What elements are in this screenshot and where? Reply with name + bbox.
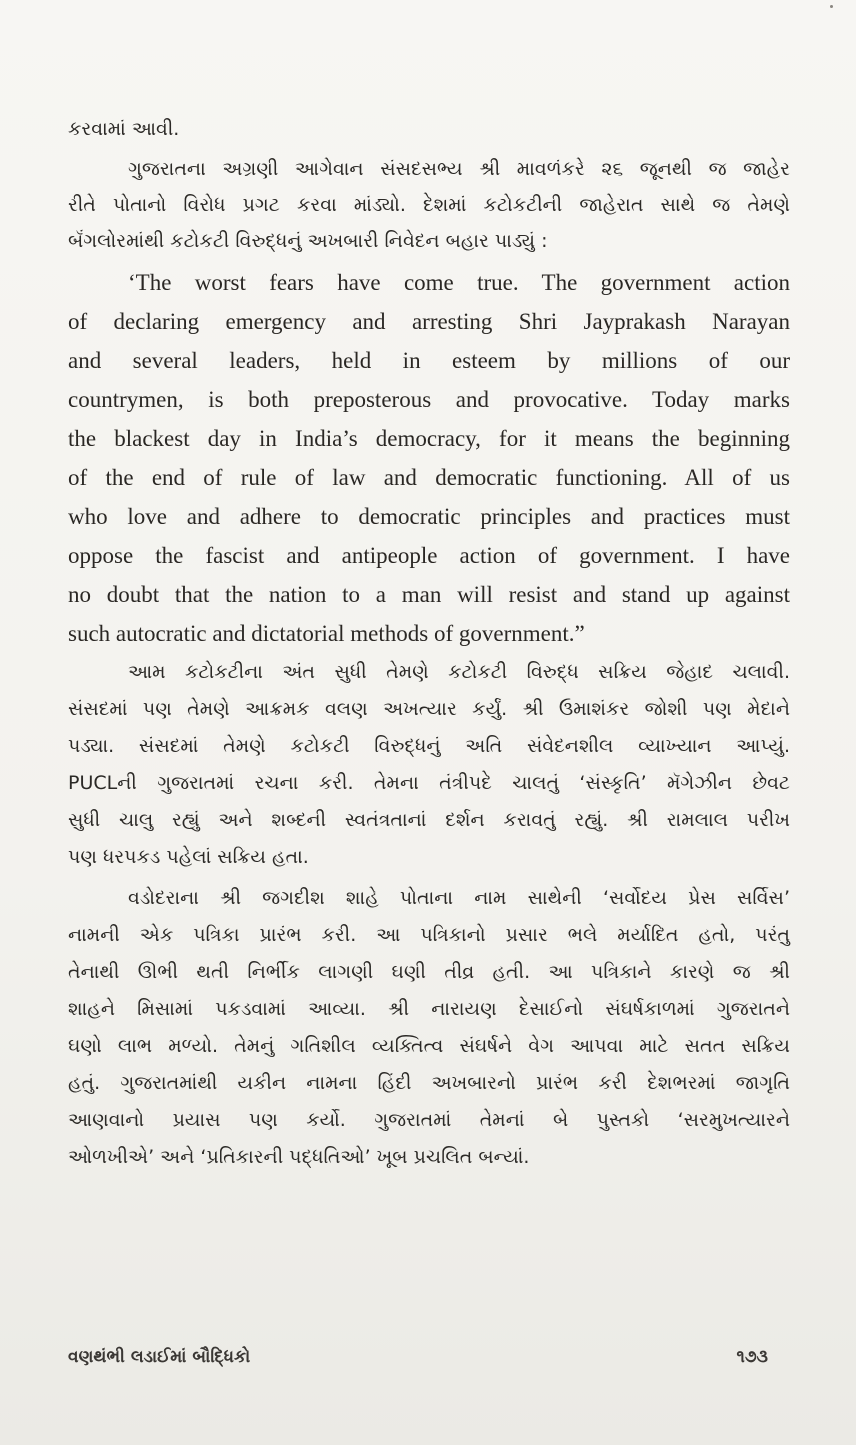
quote-line: no doubt that the nation to a man will resist and stand up against: [68, 582, 790, 607]
text-line: આમ કટોકટીના અંત સુધી તેમણે કટોકટી વિરુદ્ધ સક્રિય જેહાદ ચલાવી.: [128, 661, 790, 683]
text-line: ઘણો લાભ મળ્યો. તેમનું ગતિશીલ વ્યક્તિત્વ સંઘર્ષને વેગ આપવા માટે સતત સક્રિય: [68, 1035, 790, 1057]
quote-line: of the end of rule of law and democratic functioning. All of us: [68, 465, 790, 490]
text-line: ગુજરાતના અગ્રણી આગેવાન સંસદસભ્ય શ્રી માવળંકરે ૨૬ જૂનથી જ જાહેર: [128, 158, 790, 180]
page-speck: [830, 5, 833, 8]
text-line: આણવાનો પ્રયાસ પણ કર્યો. ગુજરાતમાં તેમનાં બે પુસ્તકો ‘સરમુખત્યારને: [68, 1109, 790, 1131]
quote-line: the blackest day in India’s democracy, for it means the beginning: [68, 426, 790, 451]
text-line: ઓળખીએ’ અને ‘પ્રતિકારની પદ્ધતિઓ’ ખૂબ પ્રચલિત બન્યાં.: [68, 1146, 530, 1168]
text-line: નામની એક પત્રિકા પ્રારંભ કરી. આ પત્રિકાનો પ્રસાર ભલે મર્યાદિત હતો, પરંતુ: [68, 924, 790, 946]
page-number: ૧૭૩: [736, 1347, 768, 1367]
quote-line: ‘The worst fears have come true. The government action: [128, 270, 790, 295]
quote-line: who love and adhere to democratic principles and practices must: [68, 504, 790, 529]
text-line: શાહને મિસામાં પકડવામાં આવ્યા. શ્રી નારાયણ દેસાઈનો સંઘર્ષકાળમાં ગુજરાતને: [68, 998, 790, 1020]
quote-line: of declaring emergency and arresting Shri Jayprakash Narayan: [68, 309, 790, 334]
text-line: પડ્યા. સંસદમાં તેમણે કટોકટી વિરુદ્ધનું અતિ સંવેદનશીલ વ્યાખ્યાન આપ્યું.: [68, 735, 790, 757]
quote-line: and several leaders, held in esteem by millions of our: [68, 348, 790, 373]
text-line: કરવામાં આવી.: [68, 118, 180, 140]
quote-line: oppose the fascist and antipeople action of government. I have: [68, 543, 790, 568]
text-line: સંસદમાં પણ તેમણે આક્રમક વલણ અખત્યાર કર્યું. શ્રી ઉમાશંકર જોશી પણ મેદાને: [68, 698, 790, 720]
quote-line: countrymen, is both preposterous and provocative. Today marks: [68, 387, 790, 412]
text-line: હતું. ગુજરાતમાંથી યકીન નામના હિંદી અખબારનો પ્રારંભ કરી દેશભરમાં જાગૃતિ: [68, 1072, 790, 1094]
text-line: રીતે પોતાનો વિરોધ પ્રગટ કરવા માંડ્યો. દેશમાં કટોકટીની જાહેરાત સાથે જ તેમણે: [68, 194, 790, 216]
text-line: PUCLની ગુજરાતમાં રચના કરી. તેમના તંત્રીપદે ચાલતું ‘સંસ્કૃતિ’ મૅગેઝીન છેવટ: [68, 772, 790, 794]
text-line: બૅંગલોરમાંથી કટોકટી વિરુદ્ધનું અખબારી નિવેદન બહાર પાડ્યું :: [68, 230, 548, 252]
text-line: સુધી ચાલુ રહ્યું અને શબ્દની સ્વતંત્રતાનાં દર્શન કરાવતું રહ્યું. શ્રી રામલાલ પરીખ: [68, 809, 790, 831]
quote-line: such autocratic and dictatorial methods of government.”: [68, 621, 585, 646]
text-line: પણ ધરપકડ પહેલાં સક્રિય હતા.: [68, 846, 309, 868]
text-line: તેનાથી ઊભી થતી નિર્ભીક લાગણી ઘણી તીવ્ર હતી. આ પત્રિકાને કારણે જ શ્રી: [68, 961, 790, 983]
text-line: વડોદરાના શ્રી જગદીશ શાહે પોતાના નામ સાથેની ‘સર્વોદય પ્રેસ સર્વિસ’: [128, 887, 790, 909]
running-footer-title: વણથંભી લડાઈમાં બૌદ્ધિકો: [68, 1347, 251, 1367]
